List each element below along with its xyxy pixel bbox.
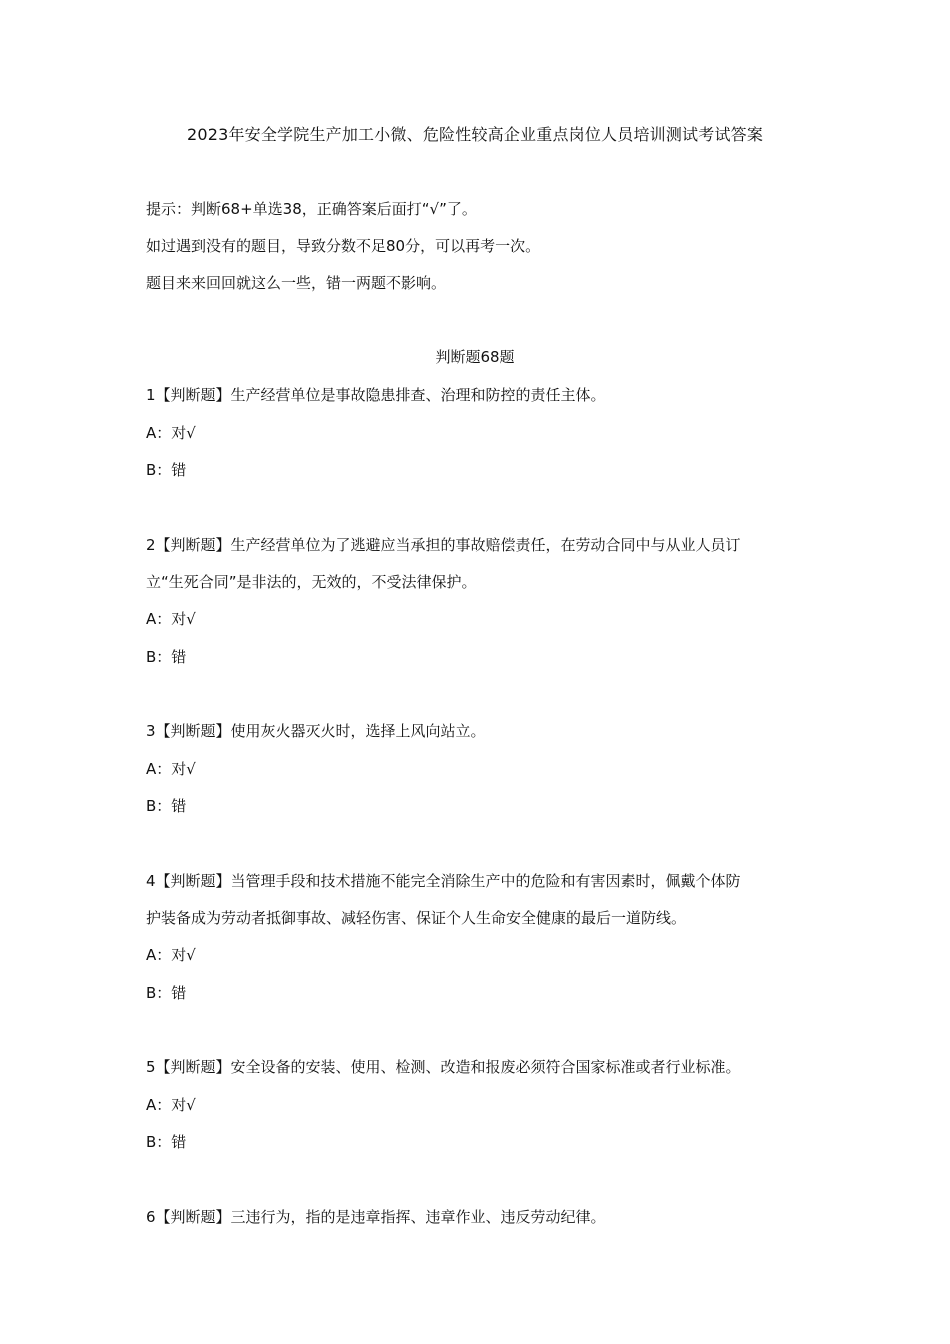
question-4-text-line-2: 护装备成为劳动者抵御事故、减轻伤害、保证个人生命安全健康的最后一道防线。: [146, 909, 687, 927]
note-line-1: 提示：判断68+单选38，正确答案后面打“√”了。: [146, 200, 477, 218]
question-3-option-a: A：对√: [146, 760, 196, 778]
question-2-text-line-2: 立“生死合同”是非法的，无效的，不受法律保护。: [146, 573, 477, 591]
question-5-text: 5【判断题】安全设备的安装、使用、检测、改造和报废必须符合国家标准或者行业标准。: [146, 1058, 741, 1076]
section-title: 判断题68题: [435, 348, 515, 366]
question-5-option-a: A：对√: [146, 1096, 196, 1114]
question-5-option-b: B：错: [146, 1133, 187, 1151]
note-line-2: 如过遇到没有的题目，导致分数不足80分，可以再考一次。: [146, 237, 541, 255]
question-1-text: 1【判断题】生产经营单位是事故隐患排查、治理和防控的责任主体。: [146, 386, 606, 404]
question-1-option-a: A：对√: [146, 424, 196, 442]
question-3-option-b: B：错: [146, 797, 187, 815]
question-4-text-line-1: 4【判断题】当管理手段和技术措施不能完全消除生产中的危险和有害因素时，佩戴个体防: [146, 872, 741, 890]
question-6-text: 6【判断题】三违行为，指的是违章指挥、违章作业、违反劳动纪律。: [146, 1208, 606, 1226]
note-line-3: 题目来来回回就这么一些，错一两题不影响。: [146, 274, 447, 292]
document-title: 2023年安全学院生产加工小微、危险性较高企业重点岗位人员培训测试考试答案: [186, 125, 764, 144]
question-2-option-b: B：错: [146, 648, 187, 666]
question-1-option-b: B：错: [146, 461, 187, 479]
question-4-option-a: A：对√: [146, 946, 196, 964]
question-3-text: 3【判断题】使用灰火器灭火时，选择上风向站立。: [146, 722, 486, 740]
question-4-option-b: B：错: [146, 984, 187, 1002]
question-2-option-a: A：对√: [146, 610, 196, 628]
question-2-text-line-1: 2【判断题】生产经营单位为了逃避应当承担的事故赔偿责任，在劳动合同中与从业人员订: [146, 536, 741, 554]
